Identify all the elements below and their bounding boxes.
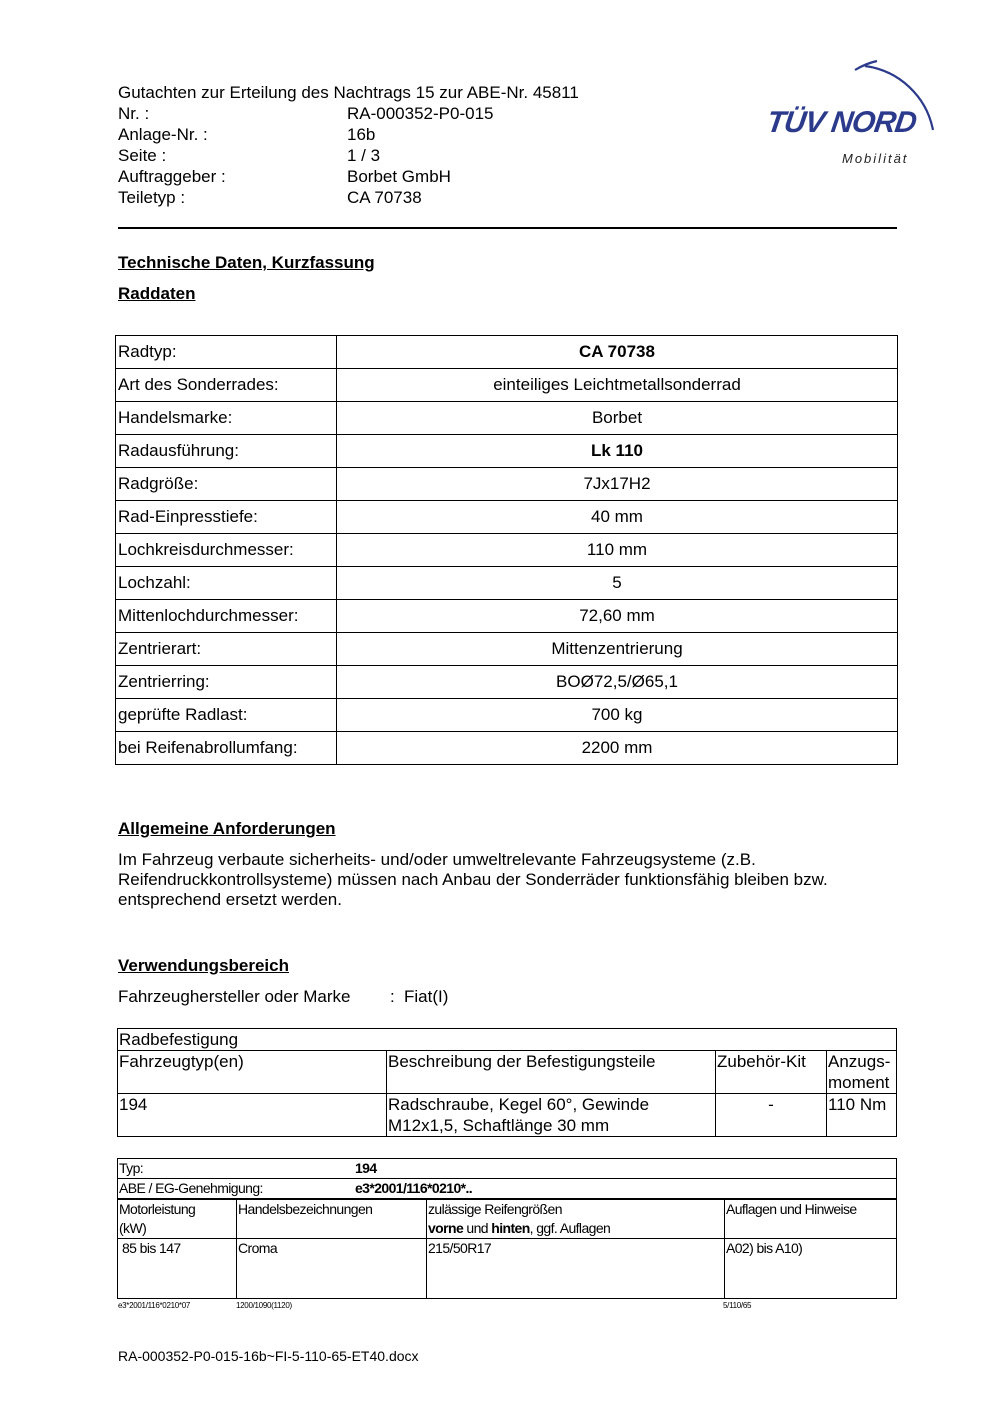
row-value: 2200 mm <box>337 732 898 765</box>
header-label: Seite : <box>118 146 167 165</box>
table-row <box>118 1094 897 1137</box>
mounting-title: Radbefestigung <box>118 1029 897 1051</box>
typ-label: Typ: <box>119 1160 144 1176</box>
table-row <box>116 633 898 666</box>
cell-tyre-size: 215/50R17 <box>427 1239 725 1299</box>
row-value: 5 <box>337 567 898 600</box>
header-line: Motorleistung <box>119 1201 196 1217</box>
table-row <box>118 1159 897 1179</box>
logo-wordmark: TÜV NORD <box>764 106 919 139</box>
table-row <box>118 1029 897 1051</box>
tiny-note-dims: 1200/1090(1120) <box>236 1301 292 1310</box>
table-row <box>118 1199 897 1239</box>
row-key: Zentrierring: <box>116 666 337 699</box>
table-row <box>116 501 898 534</box>
table-row <box>116 369 898 402</box>
type-table <box>117 1158 897 1299</box>
abe-label: ABE / EG-Genehmigung: <box>119 1180 263 1196</box>
row-key: geprüfte Radlast: <box>116 699 337 732</box>
row-key: Zentrierart: <box>116 633 337 666</box>
table-row <box>116 336 898 369</box>
text-end: , ggf. Auflagen <box>529 1220 611 1236</box>
cell-type: 194 <box>118 1094 387 1137</box>
row-value: 72,60 mm <box>337 600 898 633</box>
header-line: moment <box>828 1073 890 1092</box>
row-value: 700 kg <box>337 699 898 732</box>
desc-line: M12x1,5, Schaftlänge 30 mm <box>388 1116 610 1135</box>
column-header-torque <box>827 1051 897 1094</box>
cell-description <box>387 1094 716 1137</box>
header-label: Nr. : <box>118 104 150 123</box>
tiny-note-approval: e3*2001/116*0210*07 <box>118 1301 191 1310</box>
table-row <box>116 666 898 699</box>
footer-filename: RA-000352-P0-015-16b~FI-5-110-65-ET40.docx <box>118 1348 419 1364</box>
table-row <box>116 567 898 600</box>
header-row-nr <box>118 103 494 124</box>
header-label: Teiletyp : <box>118 188 186 207</box>
header-row-auftraggeber <box>118 166 451 187</box>
row-key: Radausführung: <box>116 435 337 468</box>
header-row-teiletyp <box>118 187 422 208</box>
text-and: und <box>463 1220 492 1236</box>
table-row <box>116 402 898 435</box>
row-key: Rad-Einpresstiefe: <box>116 501 337 534</box>
cell-trade-name: Croma <box>237 1239 427 1299</box>
table-row <box>118 1179 897 1200</box>
cell-kit: - <box>716 1094 827 1137</box>
wheel-data-table <box>115 335 898 765</box>
table-row <box>116 468 898 501</box>
typ-value: 194 <box>355 1160 377 1176</box>
header-line <box>428 1219 723 1238</box>
header-line: zulässige Reifengrößen <box>428 1201 562 1217</box>
header-row-seite <box>118 145 381 166</box>
column-header: Zubehör-Kit <box>716 1051 827 1094</box>
header-value: CA 70738 <box>347 188 422 207</box>
table-row <box>118 1051 897 1094</box>
header-label: Anlage-Nr. : <box>118 125 208 144</box>
row-key: Mittenlochdurchmesser: <box>116 600 337 633</box>
header-line: Anzugs- <box>828 1052 891 1071</box>
document-title: Gutachten zur Erteilung des Nachtrags 15 zur ABE-Nr. 45811 <box>118 83 579 102</box>
header-label: Auftraggeber : <box>118 167 226 186</box>
row-value: BOØ72,5/Ø65,1 <box>337 666 898 699</box>
table-row <box>116 699 898 732</box>
row-key: Art des Sonderrades: <box>116 369 337 402</box>
row-value: 40 mm <box>337 501 898 534</box>
row-value: Lk 110 <box>337 435 898 468</box>
logo-subtitle: Mobilität <box>842 151 909 166</box>
mounting-table <box>117 1028 897 1137</box>
column-header: Handelsbezeichnungen <box>237 1199 427 1239</box>
section-title-verwendung: Verwendungsbereich <box>118 956 289 975</box>
manufacturer-separator: : <box>390 987 395 1006</box>
cell-power: 85 bis 147 <box>118 1239 237 1299</box>
section-title-allgemein: Allgemeine Anforderungen <box>118 819 336 838</box>
column-header: Fahrzeugtyp(en) <box>118 1051 387 1094</box>
row-value: 110 mm <box>337 534 898 567</box>
row-key: Radgröße: <box>116 468 337 501</box>
table-row <box>116 732 898 765</box>
row-value: Mittenzentrierung <box>337 633 898 666</box>
row-value: 7Jx17H2 <box>337 468 898 501</box>
table-row <box>116 534 898 567</box>
desc-line: Radschraube, Kegel 60°, Gewinde <box>388 1095 650 1114</box>
column-header: Auflagen und Hinweise <box>725 1199 897 1239</box>
manufacturer-value: Fiat(I) <box>404 987 449 1006</box>
bold-rear: hinten <box>491 1220 530 1236</box>
row-key: Lochkreisdurchmesser: <box>116 534 337 567</box>
cell-notes: A02) bis A10) <box>725 1239 897 1299</box>
abe-value: e3*2001/116*0210*.. <box>355 1180 473 1196</box>
header-divider <box>118 227 897 229</box>
header-value: RA-000352-P0-015 <box>347 104 494 123</box>
allgemein-paragraph: Im Fahrzeug verbaute sicherheits- und/oder umweltrelevante Fahrzeugsysteme (z.B. Reifendruckkontrollsysteme) müssen nach Anbau der Sonderräder funktionsfähig bleiben bzw. entsprechend ersetzt werden. <box>118 850 828 909</box>
tiny-note-pcd: 5/110/65 <box>723 1301 752 1310</box>
row-value: Borbet <box>337 402 898 435</box>
table-row <box>116 435 898 468</box>
section-title-tech: Technische Daten, Kurzfassung <box>118 253 375 272</box>
header-value: Borbet GmbH <box>347 167 451 186</box>
column-header <box>427 1199 725 1239</box>
row-key: Handelsmarke: <box>116 402 337 435</box>
manufacturer-label: Fahrzeughersteller oder Marke <box>118 987 351 1006</box>
table-row <box>118 1239 897 1299</box>
cell-torque: 110 Nm <box>827 1094 897 1137</box>
bold-front: vorne <box>428 1220 464 1236</box>
header-row-anlage <box>118 124 376 145</box>
typ-row <box>118 1159 897 1179</box>
row-key: Lochzahl: <box>116 567 337 600</box>
header-value: 16b <box>347 125 376 144</box>
row-key: bei Reifenabrollumfang: <box>116 732 337 765</box>
row-key: Radtyp: <box>116 336 337 369</box>
table-row <box>116 600 898 633</box>
row-value: CA 70738 <box>337 336 898 369</box>
section-title-raddaten: Raddaten <box>118 284 196 303</box>
tuv-nord-logo <box>765 58 945 176</box>
header-value: 1 / 3 <box>347 146 381 165</box>
column-header: Beschreibung der Befestigungsteile <box>387 1051 716 1094</box>
header-line: (kW) <box>119 1220 147 1236</box>
abe-row <box>118 1179 897 1200</box>
row-value: einteiliges Leichtmetallsonderrad <box>337 369 898 402</box>
column-header <box>118 1199 237 1239</box>
